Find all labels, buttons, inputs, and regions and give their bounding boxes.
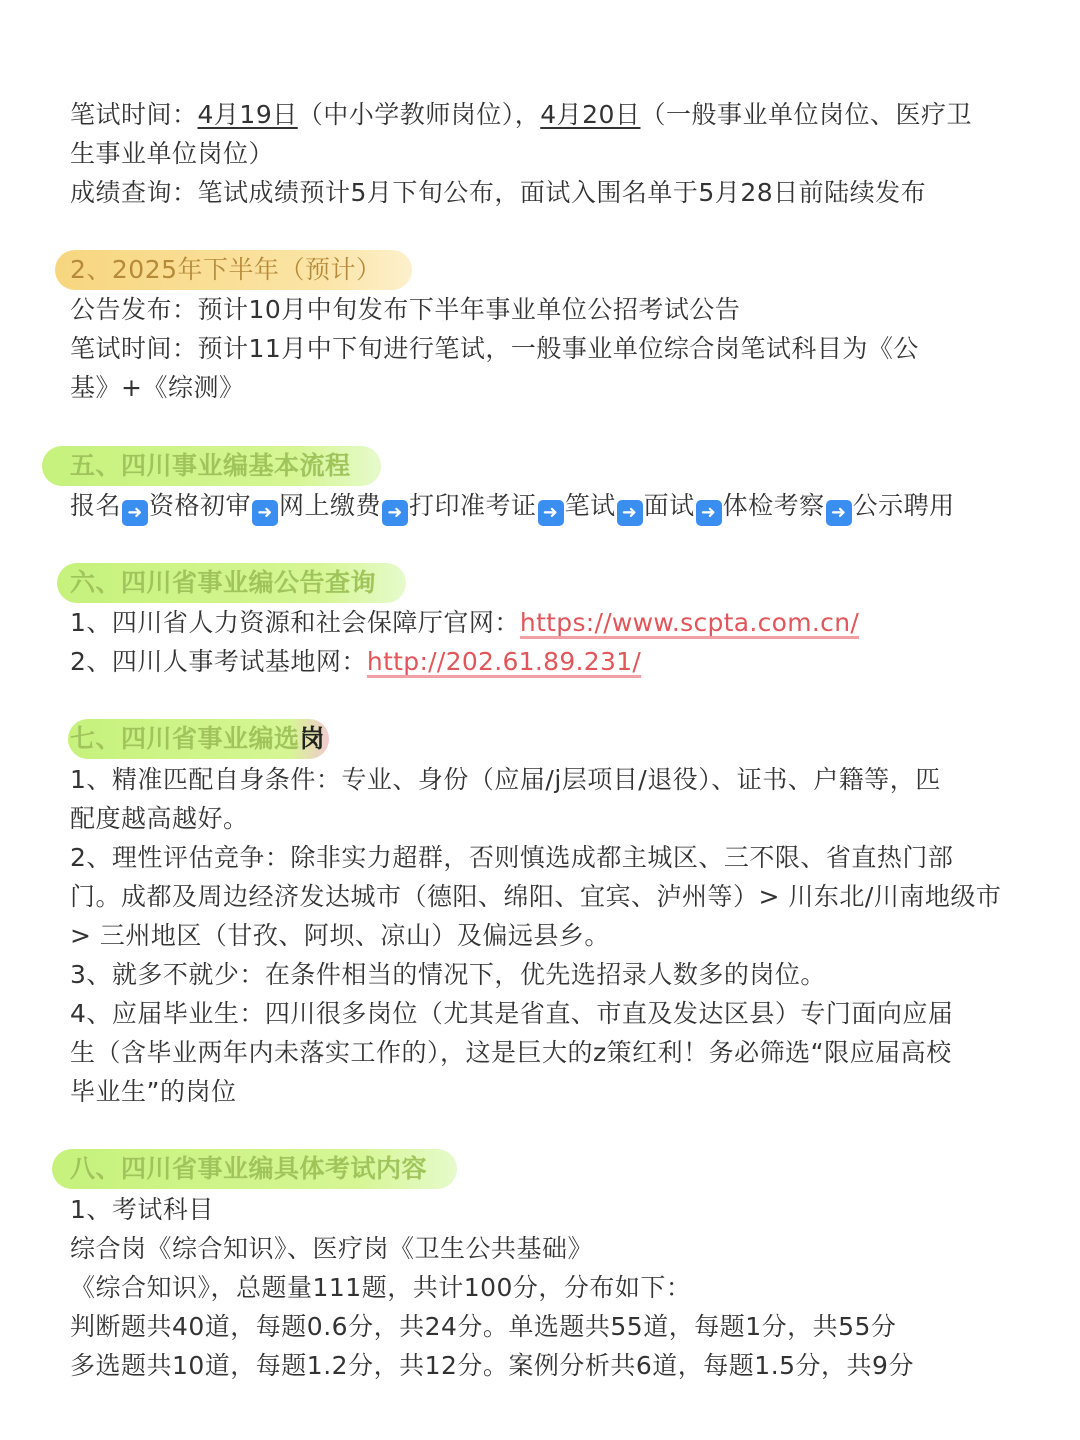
right-arrow-icon: ➜ xyxy=(252,500,278,526)
section-5-title xyxy=(42,446,381,486)
right-arrow-icon: ➜ xyxy=(122,500,148,526)
section-7-title xyxy=(68,719,329,759)
section-8-title-text: 八、四川省事业编具体考试内容 xyxy=(70,1154,428,1183)
written-exam-line: 笔试时间：预计11月中下旬进行笔试，一般事业单位综合岗笔试科目为《公 xyxy=(70,334,919,363)
select-line-1: 1、精准匹配自身条件：专业、身份（应届/j层项目/退役）、证书、户籍等，匹 xyxy=(70,765,941,794)
scpta-link[interactable]: https://www.scpta.com.cn/ xyxy=(519,608,860,637)
select-line-2: 配度越高越好。 xyxy=(70,804,249,833)
exam-content-line-2: 综合岗《综合知识》、医疗岗《卫生公共基础》 xyxy=(70,1234,594,1263)
query-item-1 xyxy=(70,603,859,642)
step-physical: 体检考察 xyxy=(722,491,825,520)
exam-date-1: 4月19日 xyxy=(197,100,298,129)
subsection-2025-second-half-title: 2、2025年下半年（预计） xyxy=(55,250,412,290)
step-qualification: 资格初审 xyxy=(149,491,252,520)
step-print-admission: 打印准考证 xyxy=(409,491,537,520)
exam-base-link[interactable]: http://202.61.89.231/ xyxy=(366,647,642,676)
exam-time-label: 笔试时间： xyxy=(70,100,198,129)
query-item-1-label: 1、四川省人力资源和社会保障厅官网： xyxy=(70,608,520,637)
step-written: 笔试 xyxy=(564,491,616,520)
score-query-line: 成绩查询：笔试成绩预计5月下旬公布，面试入围名单于5月28日前陆续发布 xyxy=(70,178,927,207)
section-8-title xyxy=(52,1149,457,1189)
written-exam-line-cont: 基》+《综测》 xyxy=(70,373,245,402)
exam-time-line xyxy=(70,95,972,134)
step-hire: 公示聘用 xyxy=(852,491,955,520)
select-line-5: > 三州地区（甘孜、阿坝、凉山）及偏远县乡。 xyxy=(70,921,610,950)
select-line-6: 3、就多不就少：在条件相当的情况下，优先选招录人数多的岗位。 xyxy=(70,960,826,989)
right-arrow-icon: ➜ xyxy=(617,500,643,526)
exam-time-mid: （中小学教师岗位）， xyxy=(297,100,541,129)
right-arrow-icon: ➜ xyxy=(696,500,722,526)
section-7-title-tail: 岗 xyxy=(299,724,326,753)
select-line-4: 门。成都及周边经济发达城市（德阳、绵阳、宜宾、泸州等）> 川东北/川南地级市 xyxy=(70,882,1002,911)
exam-content-line-3: 《综合知识》，总题量111题，共计100分，分布如下： xyxy=(70,1273,692,1302)
exam-content-line-4: 判断题共40道，每题0.6分，共24分。单选题共55道，每题1分，共55分 xyxy=(70,1312,897,1341)
right-arrow-icon: ➜ xyxy=(538,500,564,526)
exam-date-2: 4月20日 xyxy=(540,100,641,129)
exam-time-line-cont: 生事业单位岗位） xyxy=(70,139,275,168)
process-flow xyxy=(70,486,955,525)
announcement-line: 公告发布：预计10月中旬发布下半年事业单位公招考试公告 xyxy=(70,295,741,324)
step-payment: 网上缴费 xyxy=(279,491,382,520)
select-line-8: 生（含毕业两年内未落实工作的），这是巨大的z策红利！务必筛选“限应届高校 xyxy=(70,1038,952,1067)
exam-time-suffix: （一般事业单位岗位、医疗卫 xyxy=(640,100,972,129)
step-register: 报名 xyxy=(70,491,122,520)
exam-content-line-1: 1、考试科目 xyxy=(70,1195,214,1224)
right-arrow-icon: ➜ xyxy=(382,500,408,526)
section-6-title xyxy=(57,563,406,603)
section-5-title-text: 五、四川事业编基本流程 xyxy=(70,451,351,480)
section-7-title-text: 七、四川省事业编选 xyxy=(70,724,300,753)
query-item-2-label: 2、四川人事考试基地网： xyxy=(70,647,367,676)
right-arrow-icon: ➜ xyxy=(826,500,852,526)
query-item-2 xyxy=(70,642,641,681)
step-interview: 面试 xyxy=(643,491,695,520)
select-line-7: 4、应届毕业生：四川很多岗位（尤其是省直、市直及发达区县）专门面向应届 xyxy=(70,999,954,1028)
select-line-3: 2、理性评估竞争：除非实力超群，否则慎选成都主城区、三不限、省直热门部 xyxy=(70,843,954,872)
section-6-title-text: 六、四川省事业编公告查询 xyxy=(70,568,377,597)
exam-content-line-5: 多选题共10道，每题1.2分，共12分。案例分析共6道，每题1.5分，共9分 xyxy=(70,1351,914,1380)
select-line-9: 毕业生”的岗位 xyxy=(70,1077,237,1106)
